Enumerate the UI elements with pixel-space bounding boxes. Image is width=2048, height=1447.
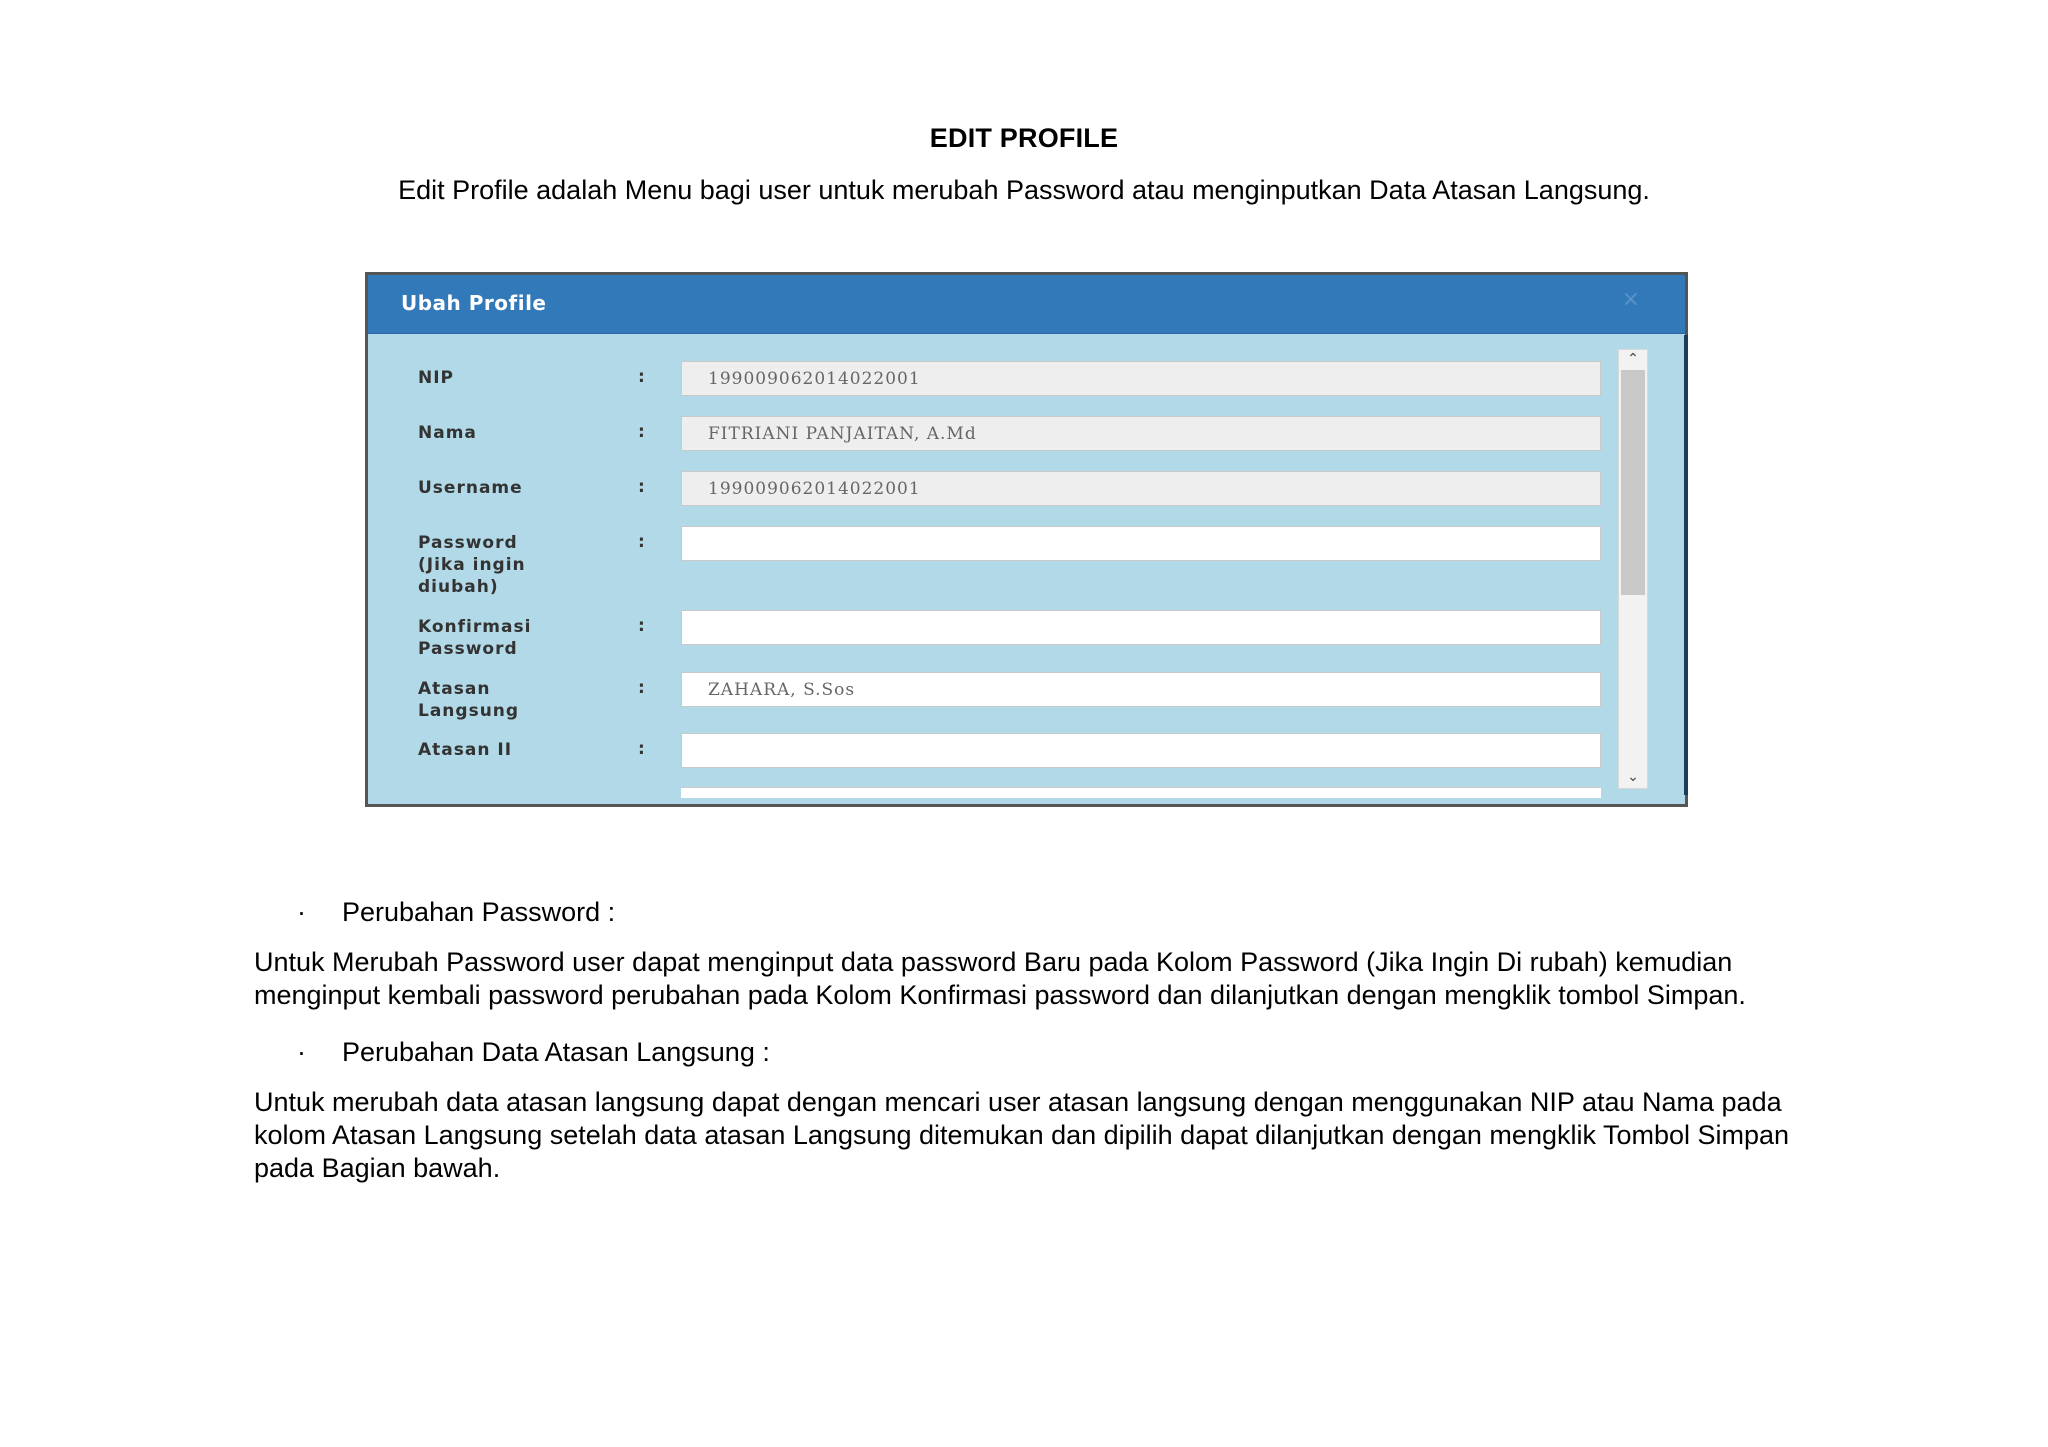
colon: : [638, 532, 645, 552]
scrollbar[interactable] [1618, 349, 1648, 789]
atasan-langsung-label-line2: Langsung [418, 701, 520, 721]
username-label: Username [418, 478, 523, 498]
username-field[interactable]: 199009062014022001 [681, 471, 1601, 506]
konfirmasi-password-field[interactable] [681, 610, 1601, 645]
colon: : [638, 678, 645, 698]
modal-header [368, 275, 1685, 334]
konfirmasi-label [418, 616, 588, 660]
bullet: · [297, 897, 306, 927]
scrollbar-thumb[interactable] [1621, 370, 1645, 595]
chevron-down-icon[interactable]: ⌄ [1627, 769, 1639, 785]
atasan-langsung-label-line1: Atasan [418, 679, 491, 699]
password-label-line1: Password [418, 533, 518, 553]
nip-label: NIP [418, 368, 455, 388]
document-intro: Edit Profile adalah Menu bagi user untuk merubah Password atau menginputkan Data Atasan Langsung. [398, 175, 1650, 205]
colon: : [638, 616, 645, 636]
chevron-up-icon[interactable]: ⌃ [1627, 351, 1639, 367]
nip-field[interactable]: 199009062014022001 [681, 361, 1601, 396]
bullet: · [297, 1037, 306, 1067]
password-label-line2: (Jika ingin [418, 555, 526, 575]
modal-shadow-edge [1684, 335, 1688, 795]
atasan-langsung-field[interactable]: ZAHARA, S.Sos [681, 672, 1601, 707]
colon: : [638, 739, 645, 759]
konfirmasi-label-line1: Konfirmasi [418, 617, 532, 637]
document-title: EDIT PROFILE [929, 123, 1119, 153]
section-heading-text: Perubahan Password : [342, 897, 616, 927]
colon: : [638, 422, 645, 442]
next-field-partial [681, 787, 1601, 798]
section-text-atasan: Untuk merubah data atasan langsung dapat dengan mencari user atasan langsung dengan menggunakan NIP atau Nama pada kolom Atasan Langsung setelah data atasan Langsung ditemukan dan dipilih dapat dilanjutkan dengan mengklik Tombol Simpan pada Bagian bawah. [254, 1087, 1790, 1183]
ubah-profile-modal [365, 272, 1688, 807]
nama-label: Nama [418, 423, 477, 443]
konfirmasi-label-line2: Password [418, 639, 518, 659]
atasan-langsung-label [418, 678, 588, 722]
password-label [418, 532, 588, 598]
colon: : [638, 477, 645, 497]
section-heading-text: Perubahan Data Atasan Langsung : [342, 1037, 770, 1067]
section-text-password: Untuk Merubah Password user dapat menginput data password Baru pada Kolom Password (Jika Ingin Di rubah) kemudian menginput kembali password perubahan pada Kolom Konfirmasi password dan dilanjutkan dengan mengklik tombol Simpan. [254, 947, 1746, 1010]
modal-title: Ubah Profile [401, 291, 547, 315]
nama-field[interactable]: FITRIANI PANJAITAN, A.Md [681, 416, 1601, 451]
atasan-ii-field[interactable] [681, 733, 1601, 768]
password-label-line3: diubah) [418, 577, 499, 597]
password-field[interactable] [681, 526, 1601, 561]
close-icon[interactable]: × [1621, 287, 1640, 312]
atasan-ii-label: Atasan II [418, 740, 513, 760]
colon: : [638, 367, 645, 387]
